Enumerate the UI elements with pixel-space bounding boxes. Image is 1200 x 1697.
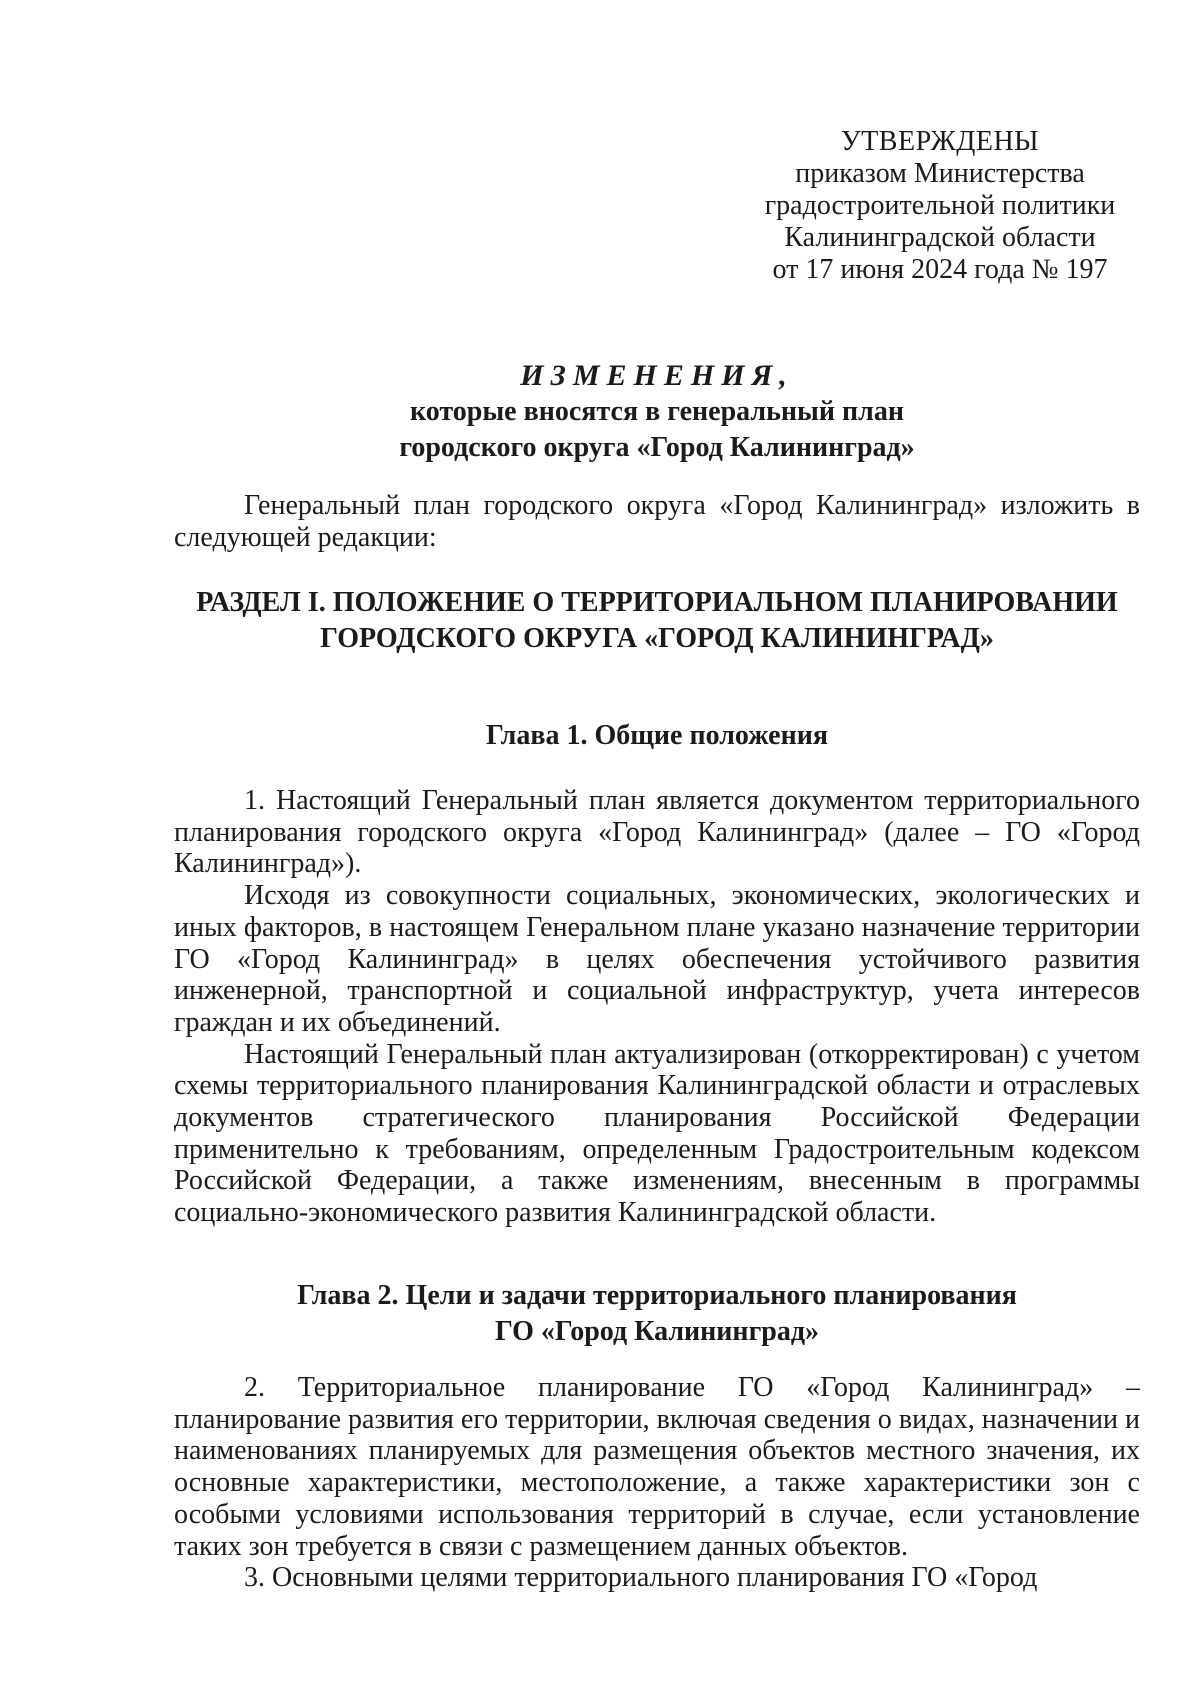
section-heading-line: РАЗДЕЛ I. ПОЛОЖЕНИЕ О ТЕРРИТОРИАЛЬНОМ ПЛАНИРОВАНИИ	[196, 587, 1118, 618]
approval-line: Калининградской области	[784, 222, 1096, 253]
paragraph: Настоящий Генеральный план актуализирован (откорректирован) с учетом схемы территориального планирования Калининградской области и отраслевых документов стратегического планирования Российской Федерации применительно к требованиям, определенным Градостроительным кодексом Российской Федерации, а также изменениям, внесенным в программы социально-экономического развития Калининградской области.	[174, 1038, 1140, 1229]
approval-date-number: от 17 июня 2024 года № 197	[772, 254, 1108, 285]
chapter-2-heading	[170, 1278, 1144, 1350]
document-title	[170, 358, 1144, 466]
chapter-1-heading: Глава 1. Общие положения	[485, 720, 828, 751]
paragraph: 3. Основными целями территориального планирования ГО «Город	[244, 1562, 1038, 1594]
chapter-2-heading-line: Глава 2. Цели и задачи территориального планирования	[297, 1280, 1017, 1311]
title-subtitle-line: которые вносятся в генеральный план	[409, 396, 905, 427]
section-heading-line: ГОРОДСКОГО ОКРУГА «ГОРОД КАЛИНИНГРАД»	[320, 623, 994, 654]
approval-line: градостроительной политики	[764, 190, 1116, 221]
approval-heading: УТВЕРЖДЕНЫ	[840, 126, 1040, 157]
title-main: ИЗМЕНЕНИЯ,	[520, 359, 794, 392]
title-subtitle-line: городского округа «Город Калининград»	[399, 432, 915, 463]
section-heading	[170, 585, 1144, 657]
paragraph: 1. Настоящий Генеральный план является документом территориального планирования городского округа «Город Калининград» (далее – ГО «Город Калининград»).	[174, 785, 1140, 880]
approval-line: приказом Министерства	[795, 158, 1085, 189]
chapter-2-heading-line: ГО «Город Калининград»	[494, 1316, 820, 1347]
chapter-1-body	[174, 785, 1140, 1229]
chapter-2-body	[174, 1372, 1140, 1594]
intro-paragraph: Генеральный план городского округа «Город Калининград» изложить в следующей редакции:	[174, 490, 1140, 553]
approval-stamp	[760, 126, 1120, 286]
paragraph: 2. Территориальное планирование ГО «Город Калининград» – планирование развития его территории, включая сведения о видах, назначении и наименованиях планируемых для размещения объектов местного значения, их основные характеристики, местоположение, а также характеристики зон с особыми условиями использования территорий в случае, если установление таких зон требуется в связи с размещением данных объектов.	[174, 1372, 1140, 1562]
paragraph: Исходя из совокупности социальных, экономических, экологических и иных факторов, в настоящем Генеральном плане указано назначение территории ГО «Город Калининград» в целях обеспечения устойчивого развития инженерной, транспортной и социальной инфраструктур, учета интересов граждан и их объединений.	[174, 880, 1140, 1038]
